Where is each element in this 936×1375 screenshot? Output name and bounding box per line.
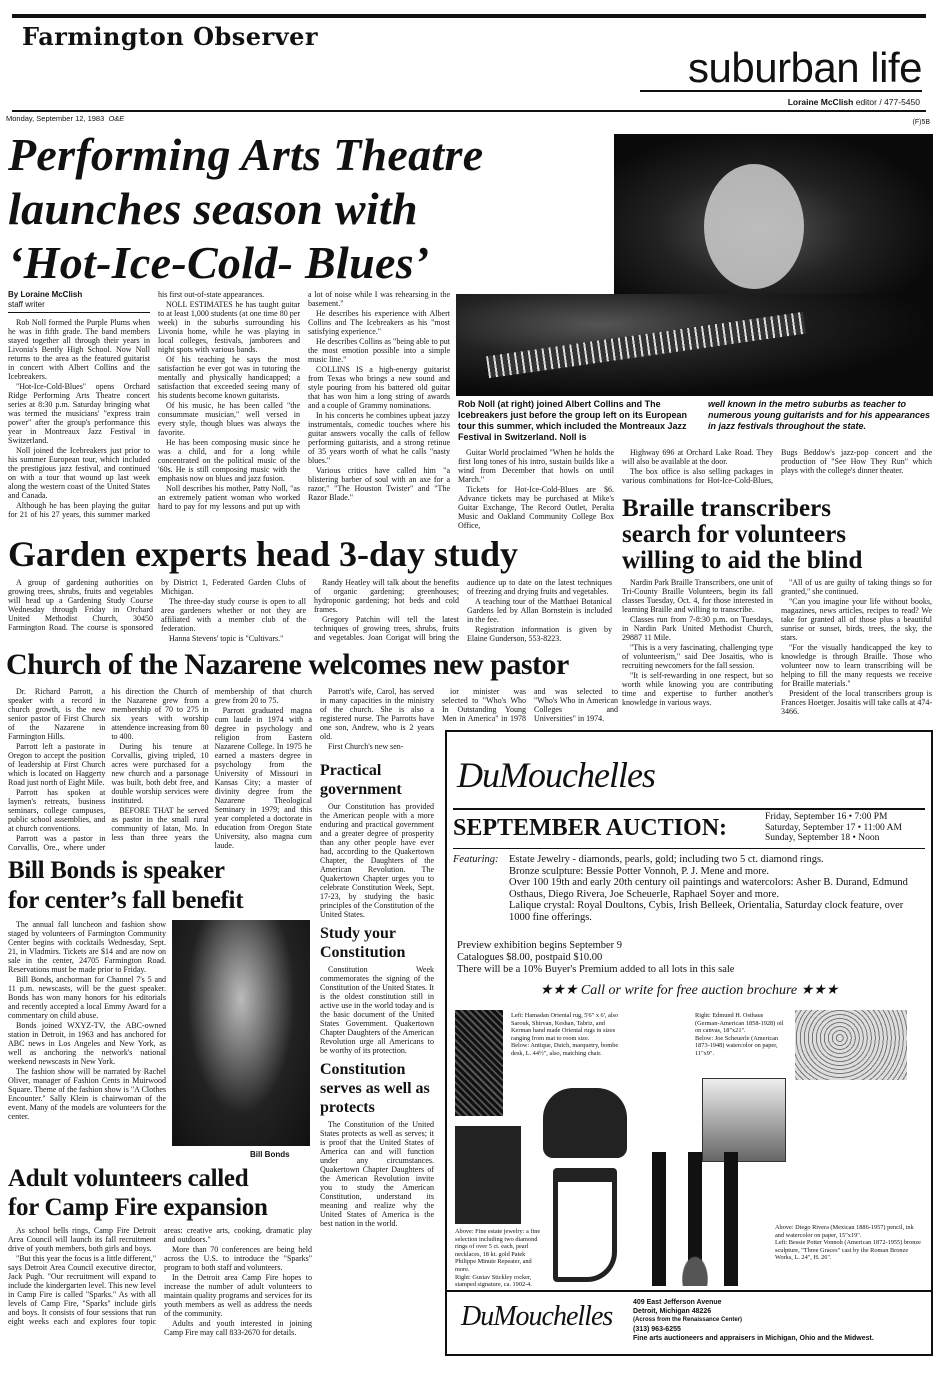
address-line: 409 East Jefferson Avenue <box>633 1299 722 1306</box>
paragraphs <box>622 448 932 485</box>
brochure-line: ★★★ Call or write for free auction brochure ★★★ <box>539 983 839 998</box>
date: Monday, September 12, 1983 <box>6 114 105 123</box>
paragraph: Classes run from 7-8:30 p.m. on Tuesdays, in Nardin Park United Methodist Church, 29887 11 Mile. <box>622 615 773 642</box>
paragraph: "Hot-Ice-Cold-Blues" opens Orchard Ridge Performing Arts Theatre concert series at 8:30 p.m. Saturday bringing what was termed the musicians' "express train power" after the group's performance this year in Montreaux Jazz Festival in Switzerland. <box>8 382 150 445</box>
feature-item: Lalique crystal: Royal Doultons, Cybis, Irish Belleek, Orientalia, Saturday clock feature, over 1000 fine offerings. <box>509 900 904 923</box>
divider <box>447 1290 931 1292</box>
theatre-headline <box>8 128 608 290</box>
paragraph: The Constitution of the United States protects as well as serves; it is proof that the United States of America can and will function under any circumstances. Quakertown Chapter Daughters of the American Revolution invite you to study the American Constitution, understand its meaning and realize why the United States of America is the best nation in the world. <box>320 1120 434 1228</box>
headline-line: willing to aid the blind <box>622 547 863 574</box>
sculpture-photo <box>623 1152 767 1286</box>
paragraph: Our Constitution has provided the American people with a more enduring and practical government and a greater degree of prosperity than any other people have ever had, according to the Quakertown Chapter, the Daughters of the American Revolution. The Quakertown Chapter urges you to celebrate Constitution Week, Sept. 17-23, by studying the basic principles of the Constitution of the United States. <box>320 802 434 919</box>
bonds-headline <box>8 856 314 916</box>
auction-title: SEPTEMBER AUCTION: <box>453 815 728 841</box>
paragraphs <box>622 578 932 716</box>
byline <box>8 290 150 313</box>
paragraphs <box>8 920 166 1121</box>
paragraph: Parrott left a pastorate in Oregon to accept the position of leadership at First Church which is located on Haggerty Road just north of Eight Mile. <box>8 742 106 787</box>
paragraph: Randy Heatley will talk about the benefits of organic gardening; greenhouses; hydroponic gardening; hot beds and cold frames. <box>314 578 459 614</box>
paragraph: Hanna Stevens' topic is "Cultivars." <box>169 634 284 643</box>
paragraph: More than 70 conferences are being held across the U.S. to introduce the "Sparks" program to both staff and volunteers. <box>164 1245 312 1272</box>
paragraph: "All of us are guilty of taking things so for granted," she continued. <box>781 578 932 596</box>
feature-item: Bronze sculpture: Bessie Potter Vonnoh, P. J. Mene and more. <box>509 865 770 877</box>
paragraphs <box>8 578 612 643</box>
photo-caption: Bill Bonds <box>250 1150 290 1159</box>
ad-caption <box>511 1012 621 1058</box>
paragraph: A teaching tour of the Matthaei Botanical Gardens led by Allan Bornstein is included in the fee. <box>467 597 612 624</box>
paragraph: Tickets for Hot-Ice-Cold-Blues are $6. Advance tickets may be purchased at Mike's Guitar Exchange, The Record Outlet, Peralta Music and Oakland Community College Box Office, <box>458 485 614 530</box>
paragraphs <box>8 687 312 852</box>
paragraph: Various critics have called him "a blistering barber of soul with an axe for a razor," "The Houston Twister" and "The Razor Blade." <box>308 466 450 502</box>
headline-line: search for volunteers <box>622 521 847 548</box>
paragraph: Gregory Patchin will tell the latest techniques of growing trees, shrubs, fruits and vegetables. Joan Corigat will bring the audience up to date on the latest techniques of freezing and drying fruits and vegetables. <box>314 578 612 642</box>
ad-caption <box>695 1012 787 1058</box>
caption-rivera: Above: Diego Rivera (Mexican 1886-1957) pencil, ink and watercolor on paper, 15"x19". <box>775 1224 914 1239</box>
church-body <box>8 687 312 852</box>
paragraph: In the Detroit area Camp Fire hopes to increase the number of adult volunteers to maintain quality programs and services for its youth members as well as address the needs of the community. <box>164 1273 312 1318</box>
edition: O&E <box>108 114 125 123</box>
dumouchelles-logo: DuMouchelles <box>457 755 655 795</box>
bonds-body <box>8 920 166 1122</box>
caption-vonnoh: Left: Bessie Potter Vonnoh (American 1872-1955) bronze sculpture, "Three Graces" cast by the Roman Bronze Works, L. 24", H. 26". <box>775 1239 921 1262</box>
paragraphs <box>442 687 618 724</box>
dumouchelles-logo-footer: DuMouchelles <box>461 1301 613 1332</box>
subhead: Constitution serves as well as protects <box>320 1061 430 1116</box>
paragraph: Parrott has spoken at laymen's retreats, business seminars, college campuses, public school assemblies, and at church conventions. <box>8 788 106 833</box>
page-number: (F)5B <box>912 119 930 126</box>
braille-headline <box>622 496 934 574</box>
paragraph: President of the local transcribers group is Frances Hoetger. Josaitis will take calls at 474-3466. <box>781 689 932 716</box>
paragraph: First Church's new sen- <box>328 742 404 751</box>
feature-item: Over 100 19th and early 20th century oil paintings and watercolors: Asher B. Durand, Edmund Osthaus, Diego Rivera, Joe Scheuerle, Raphael Soyer and more. <box>509 877 908 900</box>
paragraph: The box office is also selling packages in various combinations for Hot-Ice-Cold-Blues, Bugs Beddow's jazz-pop concert and the production of "See How They Run" which plays with the college's dinner theater. <box>622 448 932 485</box>
church-headline: Church of the Nazarene welcomes new pastor <box>6 648 569 681</box>
paragraph: ior minister was selected to "Who's Who In Outstanding Young Men in America" in 1978 and was selected to "Who's Who in American Colleges and Universities" in 1974. <box>442 687 618 723</box>
date-line: Sunday, September 18 • Noon <box>765 833 880 843</box>
paragraph: Registration information is given by Elaine Gunderson, 553-8223. <box>467 625 612 643</box>
preview-info <box>457 940 734 976</box>
paragraph: The annual fall luncheon and fashion show staged by volunteers of Farmington Community Center begins with cocktails Wednesday, Sept. 21, in Vladmirs. Tickets are $14 and are now on sale in the center, 24705 Farmington Road. Reservations must be made prior to Friday. <box>8 920 166 974</box>
headline-line: launches season with <box>8 183 418 234</box>
garden-headline: Garden experts head 3-day study <box>8 534 519 574</box>
divider <box>453 848 925 849</box>
paragraphs <box>8 1226 312 1337</box>
paragraph: A group of gardening authorities on growing trees, shrubs, fruits and vegetables will head up a Gardening Study Course Wednesday through Friday in Orchard United Methodist Church, 30450 Farmington Road. The course is sponsored by District 1, Federated Garden Clubs of Michigan. <box>8 578 306 632</box>
subhead: Study your Constitution <box>320 925 406 961</box>
phone: (313) 963-6255 <box>633 1326 681 1333</box>
rug-photo <box>455 1010 503 1116</box>
headline-line: Braille transcribers <box>622 495 831 522</box>
dateline <box>6 114 124 123</box>
divider <box>453 808 925 810</box>
section-title: suburban life <box>640 46 922 92</box>
paragraph: Nardin Park Braille Transcribers, one unit of Tri-County Braille Volunteers, begin its fall classes Tuesday, Oct. 4, for those interested in learning Braille and willing to transcribe. <box>622 578 773 614</box>
theatre-body-cont <box>458 448 614 531</box>
paragraph: Highway 696 at Orchard Lake Road. They will also be available at the door. <box>622 448 773 466</box>
campfire-body <box>8 1226 312 1337</box>
featuring-label: Featuring: <box>453 854 499 865</box>
subhead: Practical government <box>320 762 402 798</box>
photo-caption: Rob Noll (at right) joined Albert Collins and The Icebreakers just before the group left on its European tour this summer, which included the Montreaux Jazz Festival in Switzerland. Noll is <box>458 399 688 442</box>
paragraph: "For the visually handicapped the key to knowledge is through Braille. Those who volunteer now to learn transcribing will be helping to fill the many requests we receive for Braille materials." <box>781 643 932 688</box>
caption-osthaus: Right: Edmund H. Osthaus (German-American 1858-1928) oil on canvas, 18"x21". <box>695 1012 784 1035</box>
paragraph: Parrott's wife, Carol, has served in many capacities in the ministry of the church. She is also a registered nurse. The Parrotts have one son, Andrew, who is 2 years old. <box>320 687 434 741</box>
paragraph: Bill Bonds, anchorman for Channel 7's 5 and 11 p.m. newscasts, will be the guest speaker. Bonds has won many honors for his editorials and recently accepted a local Emmy Award for a commentary on child abuse. <box>8 975 166 1020</box>
desk-photo <box>543 1088 627 1158</box>
paragraph: Dr. Richard Parrott, a speaker with a record in church growth, is the new senior pastor of First Church of the Nazarene in Farmington Hills. <box>8 687 106 741</box>
guitarists-photo <box>614 134 933 294</box>
address-line: Fine arts auctioneers and appraisers in Michigan, Ohio and the Midwest. <box>633 1335 874 1342</box>
guitarists-photo-lower <box>456 294 933 396</box>
scheuerle-painting <box>702 1078 786 1162</box>
preview-line: There will be a 10% Buyer's Premium added to all lots in this sale <box>457 964 735 975</box>
paragraph: Although he has been playing the guitar for 21 of his 27 years, this summer marked his first out-of-state appearances. <box>8 290 265 519</box>
rocker-photo <box>553 1168 617 1282</box>
paragraph: "This is a very fascinating, challenging type of volunteerism," said Dee Josaitis, who is recruiting newcomers for the fall session. <box>622 643 773 670</box>
garden-body <box>8 578 612 643</box>
paragraph: Of his teaching he says the most satisfaction he ever got was in tutoring the mentally and physically handicapped; a satisfaction that exceeded seeing many of his students become known guitarists. <box>158 355 300 400</box>
editor-line <box>788 97 920 107</box>
headline-line: for Camp Fire expansion <box>8 1194 268 1221</box>
paragraph: The fashion show will be narrated by Rachel Oliver, manager of Fashion Cents in Muirwood Square. Theme of the fashion show is "A Clothes Encounter." Sally Klein is chairwoman of the event. Many of the models are volunteers for the center. <box>8 1067 166 1121</box>
masthead: Farmington Observer <box>22 22 319 51</box>
paragraph: "It is self-rewarding in one respect, but so worth while knowing you are contributing time and expertise to further another's knowledge in various ways. <box>622 671 773 707</box>
paragraph: As school bells rings, Camp Fire Detroit Area Council will launch its fall recruitment drive of youth members, both girls and boys. <box>8 1226 156 1253</box>
date-line: Saturday, September 17 • 11:00 AM <box>765 822 902 833</box>
auction-dates <box>765 812 902 844</box>
paragraph: Noll describes his mother, Patty Noll, "as an extremely patient woman who worked hard to pay for my lessons and put up with a lot of noise while I was rehearsing in the basement." <box>158 290 450 511</box>
paragraph: Parrott was a pastor in Corvallis, Ore., where under his direction the Church of the Nazarene grew from a membership of 70 to 275 in six years with worship attendence increasing from 80 to 400. <box>8 687 209 852</box>
paragraph: "Can you imagine your life without books, magazines, news articles, recipes to read? We take for granted all of those plus a beautiful sunrise or sunset, birds, trees, the sky, the stars. <box>781 597 932 642</box>
headline-line: Bill Bonds is speaker <box>8 857 225 884</box>
headline-line: ‘Hot-Ice-Cold- Blues’ <box>8 237 430 288</box>
caption-rug: Left: Hamadan Oriental rug, 5'6" x 6', also Sarouk, Shirvan, Keshan, Tabriz, and Kerman hand made Oriental rugs in sizes ranging from mat to room size. <box>511 1012 619 1042</box>
headline-line: for center’s fall benefit <box>8 887 244 914</box>
paragraph: Constitution Week commemorates the signing of the Constitution of the United States. It is the oldest constitution still in active use in the world today and is the basic document of the United States Government. Quakertown Chapter Daughters of the American Revolution urge all Americans to be worthy of its protection. <box>320 965 434 1055</box>
headline-line: Adult volunteers called <box>8 1165 249 1192</box>
paragraph: Of his music, he has been called "the consummate musician," well versed in every style, though blues was always the favorite. <box>158 401 300 437</box>
paragraph: Noll joined the Icebreakers just prior to his summer European tour, which included the prestigious jazz festival, and continued on with a tour that wound up last week along the western coast of the United States and Canada. <box>8 446 150 500</box>
preview-line: Catalogues $8.00, postpaid $10.00 <box>457 952 603 963</box>
braille-body <box>622 578 932 716</box>
paragraph: He describes his experience with Albert Collins and The Icebreakers as his "most satisfying experience." <box>308 309 450 336</box>
caption-jewelry: Above: Fine estate jewelry: a fine selection including two diamond rings of over 5 ct. each, pearl necklaces, 18 kt. gold Patek Philippe Minute Repeater, and more. <box>455 1228 541 1273</box>
paragraphs <box>458 448 614 530</box>
theatre-body-cont2 <box>622 448 932 485</box>
paragraph: Bonds joined WXYZ-TV, the ABC-owned station in Detroit, in 1963 and has anchored for ABC news in Los Angeles and New York, as well as anchoring the network's national weekend newscasts in New York. <box>8 1021 166 1066</box>
paragraph: He has been composing music since he was a child, and for a long while concentrated on the political music of the '60s. He is still composing music with the emphasis now on blues and jazz fusion. <box>158 438 300 483</box>
paragraph: In his concerts he combines upbeat jazzy instrumentals, comedic touches where his guitar answers vocally the calls of fellow performing guitarists, and a strong retinue of 35 years worth of what he calls "nasty blues." <box>308 411 450 465</box>
theatre-body <box>8 290 450 519</box>
address-line: (Across from the Renaissance Center) <box>633 1317 743 1323</box>
jewelry-photo <box>455 1126 521 1224</box>
paragraph: He describes Collins as "being able to put the most emotion possible into a simple music line." <box>308 337 450 364</box>
ad-caption <box>455 1228 547 1289</box>
campfire-headline <box>8 1164 314 1222</box>
paragraph: Guitar World proclaimed "When he holds the first long tones of his intro, sustain builds like a wind from December that howls on until March." <box>458 448 614 484</box>
photo-caption-cont: well known in the metro suburbs as teacher to numerous young guitarists and for his appearances in jazz festivals throughout the state. <box>708 399 931 431</box>
editor-name: Loraine McClish <box>787 97 854 107</box>
headline-line: Performing Arts Theatre <box>8 129 484 180</box>
church-body-cont <box>320 687 434 752</box>
paragraph: Rob Noll formed the Purple Plums when he was in fifth grade. The band members stayed together all through their years in Livonia's Bently High School. Now Noll returns to the area as the featured guitarist in concert with Albert Collins and the Icebreakers. <box>8 318 150 381</box>
caption-desk: Below: Antique, Dutch, marquetry, bombe desk, L. 44½", also, matching chair. <box>511 1042 619 1057</box>
ad-caption <box>775 1224 921 1262</box>
featuring-block <box>453 854 925 923</box>
address-line: Detroit, Michigan 48226 <box>633 1308 712 1315</box>
feature-item: Estate Jewelry - diamonds, pearls, gold; including two 5 ct. diamond rings. <box>509 854 824 865</box>
byline-name: By Loraine McClish <box>8 290 83 299</box>
date-line: Friday, September 16 • 7:00 PM <box>765 812 888 822</box>
osthaus-painting <box>795 1010 907 1080</box>
caption-scheuerle: Below: Joe Scheuerle (American 1873-1948) watercolor on paper, 11"x9". <box>695 1034 779 1057</box>
preview-line: Preview exhibition begins September 9 <box>457 940 623 951</box>
ad-address <box>633 1298 927 1343</box>
paragraph: Parrott graduated magna cum laude in 1974 with a degree in psychology and religion from Eastern Nazarene College. In 1975 he earned a masters degree in psychology from the University of Missouri in Kansas City; a master of divinity degree from the Nazarene Theological Seminary in 1979; and this year completed a doctorate in education from Oregon State University, also magna cum laude. <box>214 706 312 850</box>
paragraph: NOLL ESTIMATES he has taught guitar to at least 1,000 students (at one time 80 per week) in the suburbs surrounding his Livonia home, while he was playing in local colleges, festivals, jamborees and night spots with various bands. <box>158 300 300 354</box>
constitution-column <box>320 756 434 1229</box>
paragraphs <box>320 687 434 751</box>
paragraph: "But this year the focus is a little different," says Detroit Area Council executive director, Jack Pugh. "Our recruitment will expand to include the kindergarten level. This new level in Camp Fire is called "Sparks." As with all levels of Camp Fire, "Sparks" include girls and boys. It consists of four sessions that run eight weeks each and explores four topic areas: creative arts, cooking, dramatic play and outdoors." <box>8 1226 312 1326</box>
paragraph: The three-day study course is open to all area gardeners whether or not they are affiliated with a member club of the federation. <box>161 597 306 633</box>
bill-bonds-photo <box>172 920 310 1146</box>
paragraph: COLLINS IS a high-energy guitarist from Texas who brings a new sound and style pouring from his battered old guitar that has won him a long string of awards and a couple of Grammy nominations. <box>308 365 450 410</box>
paragraph: BEFORE THAT he served as pastor in the small rural community of Iatan, Mo. In less than three years the membership of that church grew from 20 to 75. <box>111 687 312 842</box>
paragraphs <box>8 290 450 519</box>
paragraph: Adults and youth interested in joining Camp Fire may call 833-2670 for details. <box>164 1319 312 1337</box>
dumouchelles-ad <box>445 730 933 1356</box>
church-body-cont2 <box>442 687 618 724</box>
editor-role: editor / 477-5450 <box>855 97 920 107</box>
caption-rocker: Right: Gustav Stickley rocker, stamped signature, ca. 1902-4. <box>455 1273 532 1289</box>
paragraph: During his tenure at Corvallis, giving tripled, 10 acres were purchased for a new church and a parsonage was built, both debt free, and double worship services were instituted. <box>111 742 209 805</box>
byline-role: staff writer <box>8 299 45 309</box>
